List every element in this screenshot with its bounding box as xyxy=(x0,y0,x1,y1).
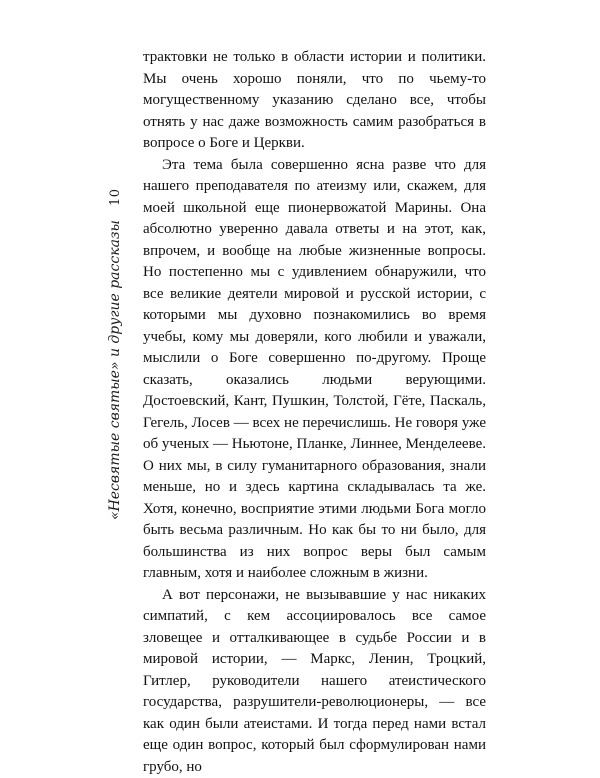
paragraph: А вот персонажи, не вызывавшие у нас никаких симпатий, с кем ассоциировалось все самое зловещее и отталкивающее в судьбе России и в мировой истории, — Маркс, Ленин, Троцкий, Гитлер, руководители нашего атеистического государства, разрушители-революционеры, — все как один были атеистами. И тогда перед нами встал еще один вопрос, который был сформулирован нами грубо, но xyxy=(143,585,486,778)
running-head xyxy=(79,270,115,520)
book-title: «Несвятые святые» и другие рассказы xyxy=(107,220,123,520)
main-text xyxy=(143,47,486,778)
page-number: 10 xyxy=(108,188,123,206)
running-head-line xyxy=(97,270,133,520)
paragraph: Эта тема была совершенно ясна разве что для нашего преподавателя по атеизму или, скажем, для моей школьной еще пионервожатой Марины. Она абсолютно уверенно давала ответы и на этот, как, впрочем, и вообще на любые жизненные вопросы. Но постепенно мы с удивлением обнаружили, что все великие деятели мировой и русской истории, с которыми мы духовно познакомились во время учебы, кому мы доверяли, кого любили и уважали, мыслили о Боге совершенно по-другому. Проще сказать, оказались людьми верующими. Достоевский, Кант, Пушкин, Толстой, Гёте, Паскаль, Гегель, Лосев — всех не перечислишь. Не говоря уже об ученых — Ньютоне, Планке, Линнее, Менделееве. О них мы, в силу гуманитарного образования, знали меньше, но и здесь картина складывалась та же. Хотя, конечно, восприятие этими людьми Бога могло быть весьма различным. Но как бы то ни было, для большинства из них вопрос веры был самым главным, хотя и наиболее сложным в жизни. xyxy=(143,155,486,585)
paragraph: трактовки не только в области истории и политики. Мы очень хорошо поняли, что по чьему-то могущественному указанию сделано все, чтобы отнять у нас даже возможность самим разобраться в вопросе о Боге и Церкви. xyxy=(143,47,486,155)
